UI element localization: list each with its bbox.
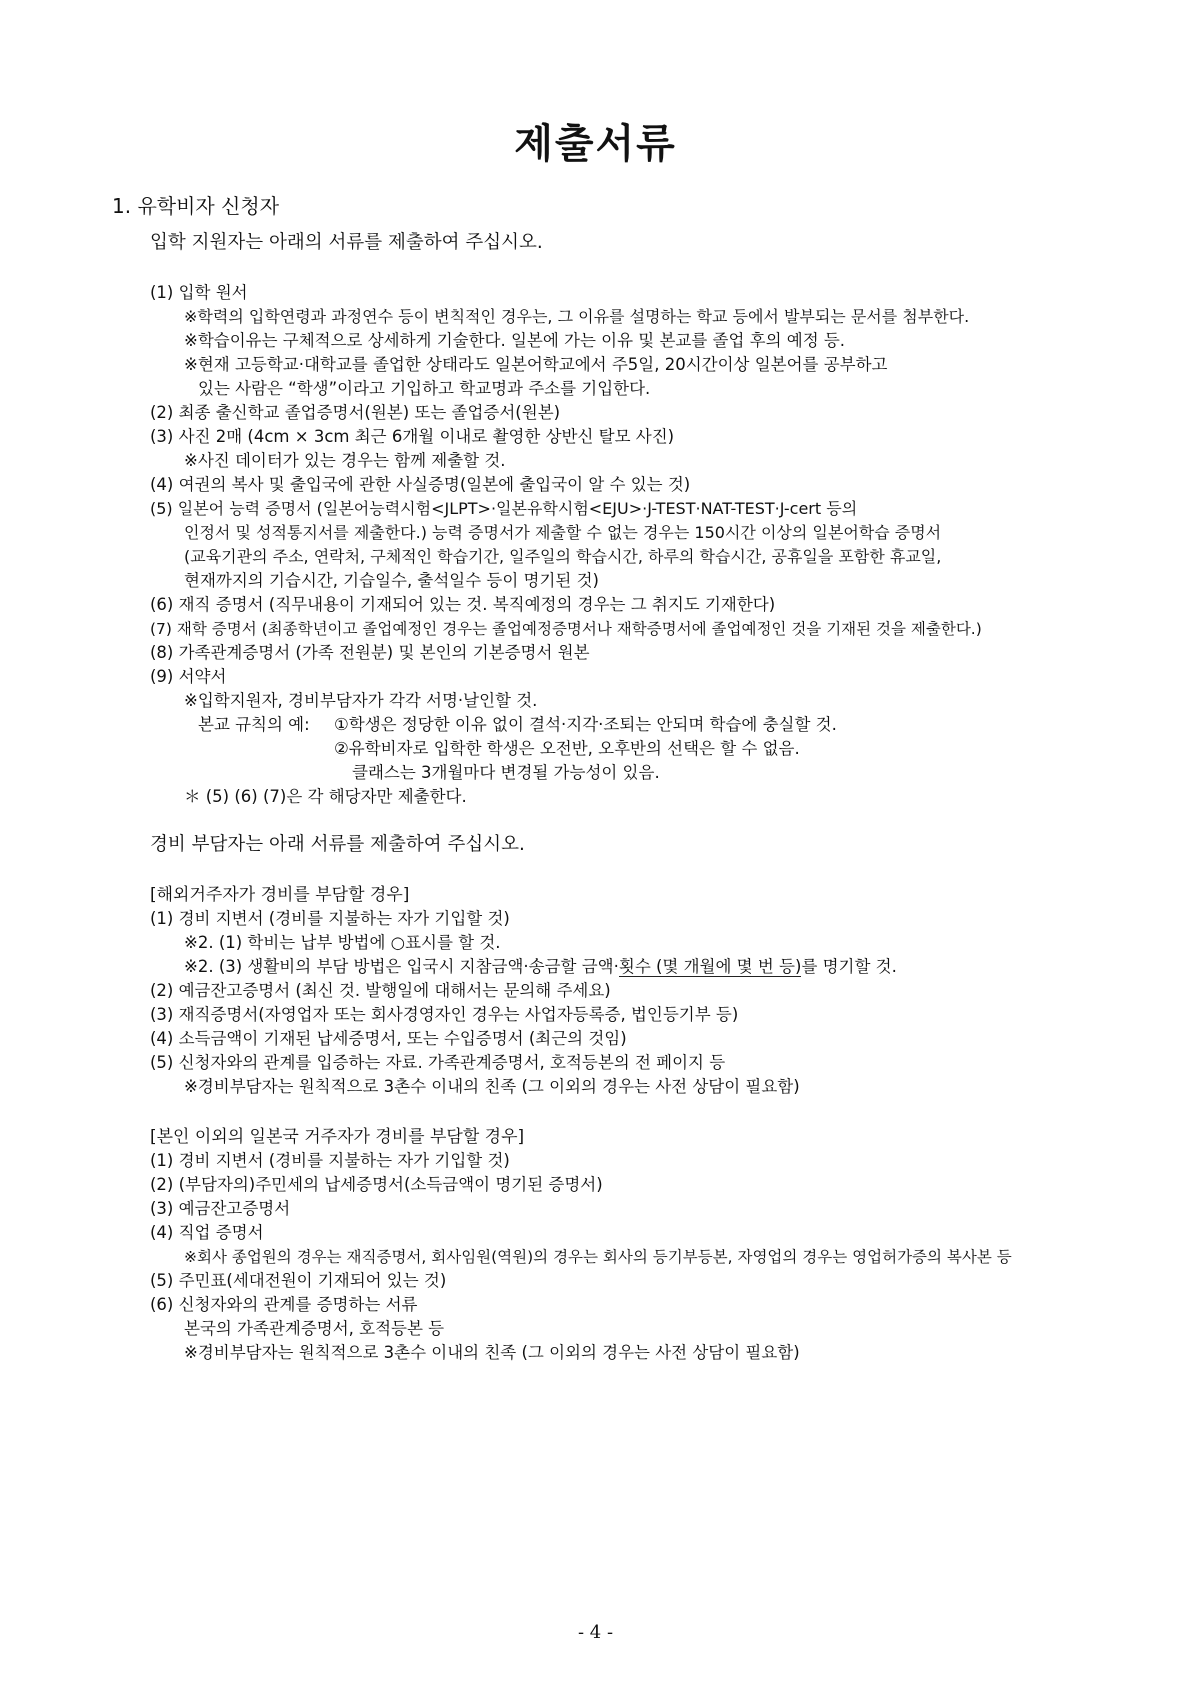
note-text: ※2. (3) 생활비의 부담 방법은 입국시 지참금액·송금할 금액· (184, 957, 619, 976)
list-note: 있는 사람은 “학생”이라고 기입하고 학교명과 주소를 기입한다. (198, 379, 651, 398)
list-item: (5) 신청자와의 관계를 입증하는 자료. 가족관계증명서, 호적등본의 전 페이지 등 (150, 1053, 726, 1072)
list-item: (7) 재학 증명서 (최종학년이고 졸업예정인 경우는 졸업예정증명서나 재학증명서에 졸업예정인 것을 기재된 것을 제출한다.) (150, 620, 982, 638)
rule-item-continued: 클래스는 3개월마다 변경될 가능성이 있음. (352, 763, 660, 782)
sponsor-intro: 경비 부담자는 아래 서류를 제출하여 주십시오. (150, 834, 525, 855)
list-note: ※경비부담자는 원칙적으로 3촌수 이내의 친족 (그 이외의 경우는 사전 상담이 필요함) (184, 1343, 800, 1362)
list-note (184, 956, 897, 978)
list-note: ※현재 고등학교·대학교를 졸업한 상태라도 일본어학교에서 주5일, 20시간이상 일본어를 공부하고 (184, 355, 888, 374)
list-note: ※2. (1) 학비는 납부 방법에 ○표시를 할 것. (184, 933, 501, 952)
list-item: (3) 사진 2매 (4cm × 3cm 최근 6개월 이내로 촬영한 상반신 탈모 사진) (150, 427, 675, 446)
list-note: ※경비부담자는 원칙적으로 3촌수 이내의 친족 (그 이외의 경우는 사전 상담이 필요함) (184, 1077, 800, 1096)
list-item: (2) 최종 출신학교 졸업증명서(원본) 또는 졸업증서(원본) (150, 403, 561, 422)
subsection-heading: [해외거주자가 경비를 부담할 경우] (150, 885, 410, 905)
list-item: (8) 가족관계증명서 (가족 전원분) 및 본인의 기본증명서 원본 (150, 643, 590, 662)
page-title: 제출서류 (514, 121, 677, 167)
list-note: ※회사 종업원의 경우는 재직증명서, 회사임원(역원)의 경우는 회사의 등기부등본, 자영업의 경우는 영업허가증의 복사본 등 (184, 1248, 1012, 1266)
list-note: ※입학지원자, 경비부담자가 각각 서명·날인할 것. (184, 691, 538, 710)
list-item: (6) 신청자와의 관계를 증명하는 서류 (150, 1295, 418, 1314)
rule-item: ②유학비자로 입학한 학생은 오전반, 오후반의 선택은 할 수 없음. (334, 739, 800, 758)
list-item: (4) 직업 증명서 (150, 1223, 264, 1242)
list-item-continued: 인정서 및 성적통지서를 제출한다.) 능력 증명서가 제출할 수 없는 경우는 150시간 이상의 일본어학습 증명서 (184, 523, 942, 542)
section-heading: 1. 유학비자 신청자 (112, 194, 280, 218)
list-item: (5) 주민표(세대전원이 기재되어 있는 것) (150, 1271, 447, 1290)
list-note: ※학습이유는 구체적으로 상세하게 기술한다. 일본에 가는 이유 및 본교를 졸업 후의 예정 등. (184, 331, 846, 350)
list-item: (1) 경비 지변서 (경비를 지불하는 자가 기입할 것) (150, 1151, 510, 1170)
list-item: (2) 예금잔고증명서 (최신 것. 발행일에 대해서는 문의해 주세요) (150, 981, 611, 1000)
list-item: (1) 경비 지변서 (경비를 지불하는 자가 기입할 것) (150, 909, 510, 928)
section-intro: 입학 지원자는 아래의 서류를 제출하여 주십시오. (150, 232, 543, 253)
rule-item: ①학생은 정당한 이유 없이 결석·지각·조퇴는 안되며 학습에 충실할 것. (334, 715, 837, 734)
list-item-continued: 본국의 가족관계증명서, 호적등본 등 (184, 1319, 445, 1338)
list-item-continued: (교육기관의 주소, 연락처, 구체적인 학습기간, 일주일의 학습시간, 하루의 학습시간, 공휴일을 포함한 휴교일, (184, 547, 942, 566)
list-item: (3) 예금잔고증명서 (150, 1199, 291, 1218)
subsection-heading: [본인 이외의 일본국 거주자가 경비를 부담할 경우] (150, 1127, 525, 1147)
list-item: (9) 서약서 (150, 667, 227, 686)
rule-label: 본교 규칙의 예: (198, 715, 310, 734)
list-item: (3) 재직증명서(자영업자 또는 회사경영자인 경우는 사업자등록증, 법인등기부 등) (150, 1005, 739, 1024)
list-item: (4) 소득금액이 기재된 납세증명서, 또는 수입증명서 (최근의 것임) (150, 1029, 627, 1048)
list-item: (6) 재직 증명서 (직무내용이 기재되어 있는 것. 복직예정의 경우는 그 취지도 기재한다) (150, 595, 776, 614)
list-note: ※학력의 입학연령과 과정연수 등이 변칙적인 경우는, 그 이유를 설명하는 학교 등에서 발부되는 문서를 첨부한다. (184, 307, 970, 326)
note-text: 를 명기할 것. (801, 957, 897, 976)
list-item: (5) 일본어 능력 증명서 (일본어능력시험<JLPT>·일본유학시험<EJU>·J-TEST·NAT-TEST·J-cert 등의 (150, 499, 858, 518)
list-item: (1) 입학 원서 (150, 283, 248, 302)
list-note: ※사진 데이터가 있는 경우는 함께 제출할 것. (184, 451, 506, 470)
applicability-note: ＊ (5) (6) (7)은 각 해당자만 제출한다. (184, 787, 467, 806)
list-item-continued: 현재까지의 기습시간, 기습일수, 출석일수 등이 명기된 것) (184, 571, 599, 590)
underlined-text: 횟수 (몇 개월에 몇 번 등) (618, 957, 802, 976)
list-item: (4) 여권의 복사 및 출입국에 관한 사실증명(일본에 출입국이 알 수 있는 것) (150, 475, 691, 494)
list-item: (2) (부담자의)주민세의 납세증명서(소득금액이 명기된 증명서) (150, 1175, 603, 1194)
page-number: - 4 - (577, 1622, 614, 1643)
